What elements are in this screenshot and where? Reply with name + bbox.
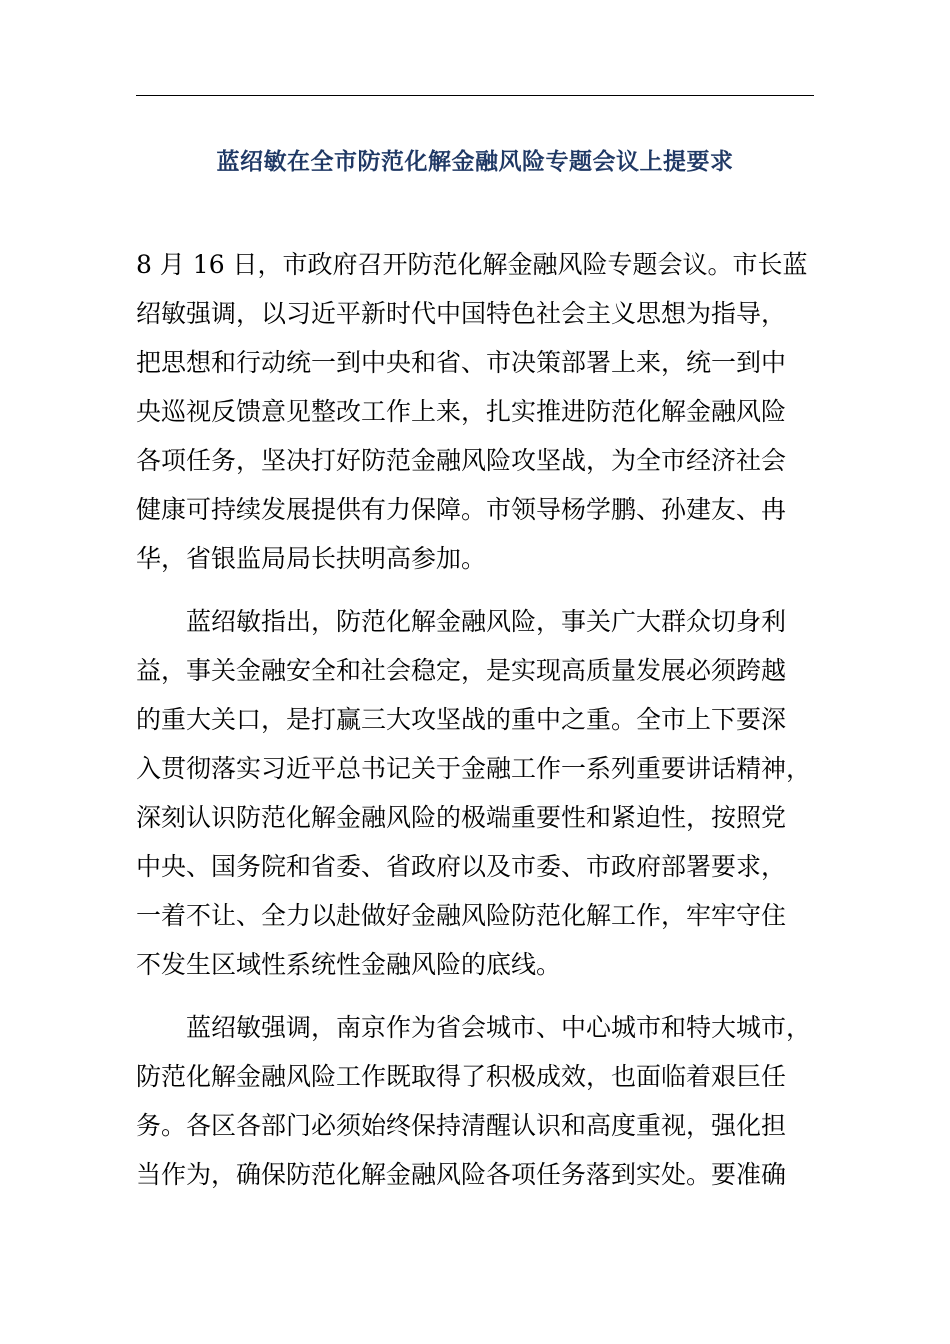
text-line: 不发生区域性系统性金融风险的底线。 — [136, 950, 562, 979]
text-line: 华，省银监局局长扶明高参加。 — [136, 544, 487, 573]
text-line: 当作为，确保防范化解金融风险各项任务落到实处。要准确 — [136, 1160, 787, 1189]
text-line: 各项任务，坚决打好防范金融风险攻坚战，为全市经济社会 — [136, 446, 787, 475]
text-line: 的重大关口，是打赢三大攻坚战的重中之重。全市上下要深 — [136, 705, 787, 734]
text-line: 中央、国务院和省委、省政府以及市委、市政府部署要求， — [136, 852, 787, 881]
text-line: 蓝绍敏指出，防范化解金融风险，事关广大群众切身利 — [186, 607, 787, 636]
paragraph-2 — [136, 597, 814, 989]
text-line: 把思想和行动统一到中央和省、市决策部署上来，统一到中 — [136, 348, 787, 377]
text-line: 8 月 16 日，市政府召开防范化解金融风险专题会议。市长蓝 — [136, 250, 808, 279]
paragraph-gap — [136, 989, 814, 1003]
text-line: 入贯彻落实习近平总书记关于金融工作一系列重要讲话精神， — [136, 754, 812, 783]
header-rule — [136, 95, 814, 96]
text-line: 健康可持续发展提供有力保障。市领导杨学鹏、孙建友、冉 — [136, 495, 787, 524]
text-line: 益，事关金融安全和社会稳定，是实现高质量发展必须跨越 — [136, 656, 787, 685]
text-line: 防范化解金融风险工作既取得了积极成效，也面临着艰巨任 — [136, 1062, 787, 1091]
text-line: 绍敏强调，以习近平新时代中国特色社会主义思想为指导， — [136, 299, 787, 328]
page-title: 蓝绍敏在全市防范化解金融风险专题会议上提要求 — [216, 149, 734, 175]
text-line: 央巡视反馈意见整改工作上来，扎实推进防范化解金融风险 — [136, 397, 787, 426]
text-line: 一着不让、全力以赴做好金融风险防范化解工作，牢牢守住 — [136, 901, 787, 930]
text-line: 蓝绍敏强调，南京作为省会城市、中心城市和特大城市， — [186, 1013, 812, 1042]
paragraph-1 — [136, 240, 814, 583]
article-body — [136, 240, 814, 1199]
text-line: 务。各区各部门必须始终保持清醒认识和高度重视，强化担 — [136, 1111, 787, 1140]
paragraph-gap — [136, 583, 814, 597]
paragraph-3 — [136, 1003, 814, 1199]
text-line: 深刻认识防范化解金融风险的极端重要性和紧迫性，按照党 — [136, 803, 787, 832]
